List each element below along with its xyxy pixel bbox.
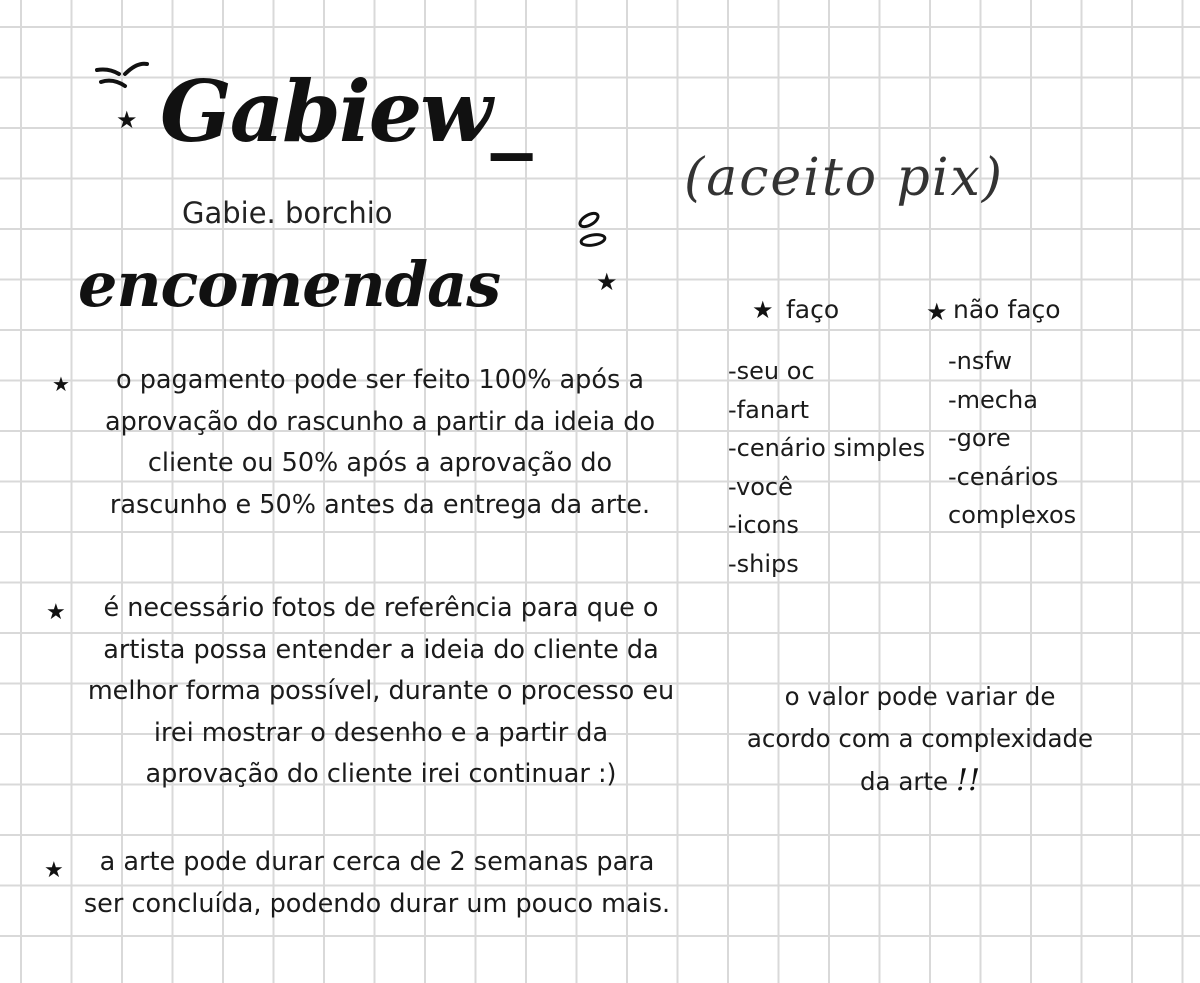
rule-references: [66, 588, 696, 796]
note-line: o valor pode variar de: [784, 682, 1056, 711]
brand-title: Gabiew_: [160, 62, 531, 161]
rule-line: cliente ou 50% após a aprovação do: [147, 448, 613, 478]
star-icon: ★: [44, 858, 64, 883]
commissions-heading: encomendas: [78, 248, 501, 321]
rule-line: aprovação do cliente irei continuar :): [145, 759, 617, 789]
list-item: -nsfw: [948, 347, 1013, 375]
does-heading: faço: [786, 295, 840, 324]
rule-duration: [62, 842, 692, 925]
rule-line: irei mostrar o desenho e a partir da: [153, 717, 609, 748]
list-item: -gore: [948, 424, 1011, 452]
star-icon: ★: [752, 296, 774, 324]
note-line: [730, 760, 1110, 803]
rule-line: é necessário fotos de referência para que o: [103, 593, 659, 623]
rule-line: melhor forma possível, durante o processo eu: [87, 676, 675, 706]
list-item: -cenários: [948, 462, 1059, 491]
list-item: -cenário simples: [728, 434, 926, 462]
list-item: -ships: [728, 549, 799, 578]
list-item: -mecha: [948, 385, 1038, 414]
list-item: -fanart: [728, 395, 810, 424]
does-list: [728, 352, 925, 583]
sparkle-icon: [95, 52, 155, 102]
rule-line: ser concluída, podendo durar um pouco mais.: [83, 888, 671, 919]
rule-line: a arte pode durar cerca de 2 semanas para: [99, 847, 655, 877]
does-not-list: [948, 342, 1076, 535]
rule-line: artista possa entender a ideia do cliente da: [103, 634, 659, 665]
star-icon: ★: [596, 268, 618, 296]
rule-payment: [70, 360, 690, 526]
payment-method-note: (aceito pix): [684, 148, 1005, 208]
rule-line: rascunho e 50% antes da entrega da arte.: [109, 489, 651, 520]
star-icon: ★: [926, 298, 948, 326]
does-not-heading: não faço: [953, 295, 1061, 324]
rule-line: o pagamento pode ser feito 100% após a: [116, 365, 644, 395]
star-icon: ★: [46, 600, 66, 625]
sparkle-icon: [565, 210, 615, 260]
artist-handle: Gabie. borchio: [182, 196, 393, 230]
note-line: acordo com a complexidade: [746, 724, 1094, 753]
list-item: -icons: [728, 511, 799, 539]
emphasis-marks: !!: [955, 763, 981, 798]
star-icon: ★: [52, 372, 70, 396]
star-icon: ★: [116, 106, 138, 134]
list-item: -você: [728, 472, 793, 501]
price-note: [730, 676, 1110, 803]
list-item: -seu oc: [728, 357, 815, 385]
note-line-text: da arte: [859, 767, 949, 796]
rule-line: aprovação do rascunho a partir da ideia do: [104, 406, 656, 437]
list-item: complexos: [948, 501, 1077, 529]
